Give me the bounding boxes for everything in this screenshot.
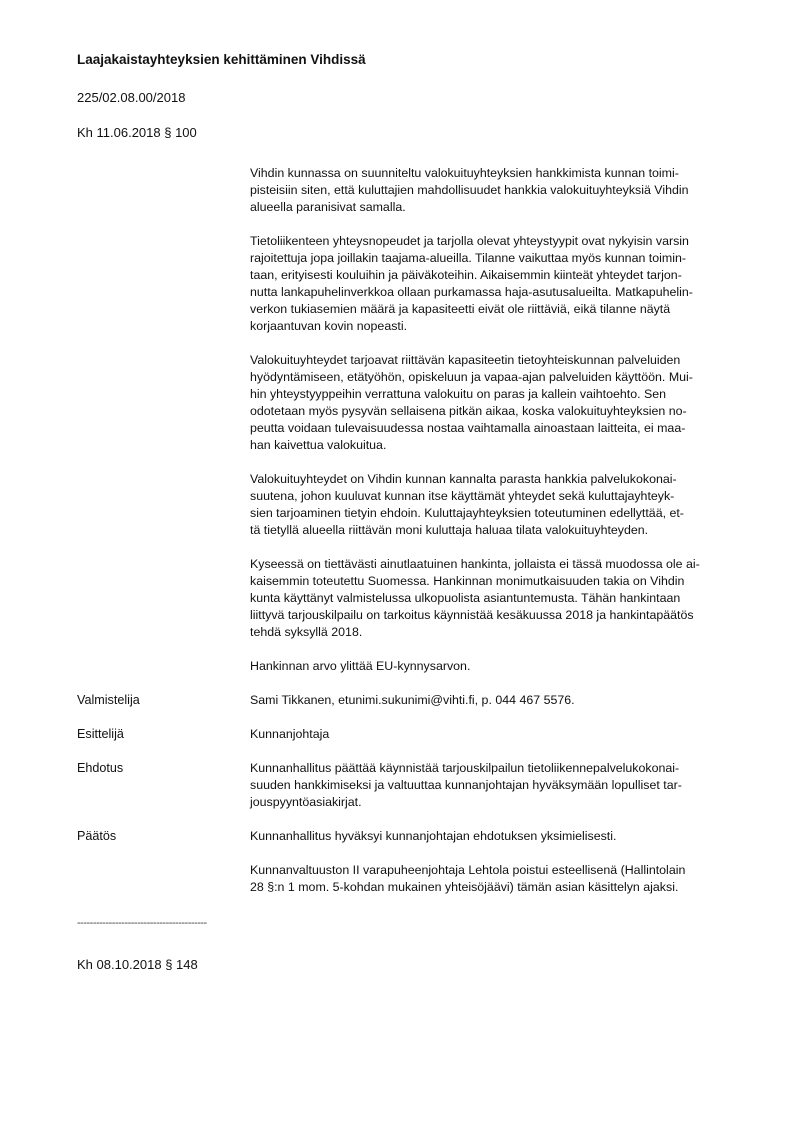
text-line: pisteisiin siten, että kuluttajien mahdollisuudet hankkia valokuituyhteyksiä Vihdin <box>250 183 689 197</box>
paragraph <box>250 352 740 454</box>
paragraph <box>250 233 740 335</box>
record-id: 225/02.08.00/2018 <box>77 90 186 105</box>
meeting-reference: Kh 11.06.2018 § 100 <box>77 125 197 140</box>
preparer-row <box>77 692 740 709</box>
text-line: korjaantuvan kovin nopeasti. <box>250 319 408 333</box>
text-line: alueella paranisivat samalla. <box>250 200 406 214</box>
text-line: Kunnanhallitus päättää käynnistää tarjouskilpailun tietoliikennepalvelukokonai- <box>250 761 680 775</box>
presenter-label: Esittelijä <box>77 727 124 741</box>
text-line: kunta käyttänyt valmistelussa ulkopuolista asiantuntemusta. Tähän hankintaan <box>250 591 681 605</box>
proposal-value <box>250 760 740 811</box>
paragraph <box>250 165 740 216</box>
text-line: Kunnanhallitus hyväksyi kunnanjohtajan ehdotuksen yksimielisesti. <box>250 829 617 843</box>
text-line: jouspyyntöasiakirjat. <box>250 795 362 809</box>
document-title: Laajakaistayhteyksien kehittäminen Vihdissä <box>77 52 366 67</box>
text-line: Valokuituyhteydet tarjoavat riittävän kapasiteetin tietoyhteiskunnan palveluiden <box>250 353 681 367</box>
text-line: tehdä syksyllä 2018. <box>250 625 363 639</box>
text-line: Kunnanjohtaja <box>250 727 330 741</box>
text-line: kaisemmin toteutettu Suomessa. Hankinnan monimutkaisuuden takia on Vihdin <box>250 574 685 588</box>
decision-row <box>77 828 740 845</box>
text-line: verkon tukiasemien määrä ja kapasiteetti eivät ole riittäviä, eikä tilanne näytä <box>250 302 671 316</box>
text-line: sien tarjoaminen tietyin ehdoin. Kuluttajayhteyksien toteutuminen edellyttää, et- <box>250 506 684 520</box>
text-line: rajoitettuja jopa joillakin taajama-alueilla. Tilanne vaikuttaa myös kunnan toimin- <box>250 251 686 265</box>
text-line: suuden hankkimiseksi ja valtuuttaa kunnanjohtajan hyväksymään lopulliset tar- <box>250 778 682 792</box>
text-line: Vihdin kunnassa on suunniteltu valokuituyhteyksien hankkimista kunnan toimi- <box>250 166 679 180</box>
text-line: han kaivettua valokuitua. <box>250 438 387 452</box>
text-line: tä tietyllä alueella riittävän moni kuluttaja haluaa tilata valokuituyhteyden. <box>250 523 649 537</box>
presenter-row <box>77 726 740 743</box>
text-line: taan, erityisesti kouluihin ja päiväkoteihin. Aikaisemmin kiinteät yhteydet tarjon- <box>250 268 682 282</box>
text-line: liittyvä tarjouskilpailu on tarkoitus käynnistää kesäkuussa 2018 ja hankintapäätös <box>250 608 694 622</box>
case-description <box>250 165 740 675</box>
text-line: Kyseessä on tiettävästi ainutlaatuinen hankinta, jollaista ei tässä muodossa ole ai- <box>250 557 700 571</box>
text-line: Hankinnan arvo ylittää EU-kynnysarvon. <box>250 659 471 673</box>
preparer-label: Valmistelija <box>77 693 140 707</box>
section-divider: ----------------------------------------- <box>77 917 207 929</box>
text-line: peutta voidaan tulevaisuudessa nostaa vaihtamalla ainoastaan laitteita, ei maa- <box>250 421 686 435</box>
next-meeting-reference: Kh 08.10.2018 § 148 <box>77 957 198 972</box>
decision-value <box>250 828 740 845</box>
text-line: hyödyntämiseen, etätyöhön, opiskeluun ja vapaa-ajan palveluiden käyttöön. Mui- <box>250 370 693 384</box>
proposal-label: Ehdotus <box>77 761 124 775</box>
text-line: Kunnanvaltuuston II varapuheenjohtaja Lehtola poistui esteellisenä (Hallintolain <box>250 863 686 877</box>
text-line: Sami Tikkanen, etunimi.sukunimi@vihti.fi, p. 044 467 5576. <box>250 693 575 707</box>
presenter-value <box>250 726 740 743</box>
text-line: odotetaan myös pysyvän sellaisena pitkän aikaa, koska valokuituyhteyksien no- <box>250 404 687 418</box>
text-line: hin yhteystyyppeihin verrattuna valokuitu on paras ja kallein vaihtoehto. Sen <box>250 387 667 401</box>
text-line: suutena, johon kuuluvat kunnan itse käyttämät yhteydet sekä kuluttajayhteyk- <box>250 489 675 503</box>
preparer-value <box>250 692 740 709</box>
decision-note <box>250 862 740 896</box>
decision-note-row <box>77 862 740 896</box>
paragraph <box>250 471 740 539</box>
text-line: 28 §:n 1 mom. 5-kohdan mukainen yhteisöjäävi) tämän asian käsittelyn ajaksi. <box>250 880 679 894</box>
paragraph <box>250 556 740 641</box>
decision-label: Päätös <box>77 829 117 843</box>
text-line: Valokuituyhteydet on Vihdin kunnan kannalta parasta hankkia palvelukokonai- <box>250 472 677 486</box>
text-line: nutta lankapuhelinverkkoa ollaan purkamassa haja-asutusalueilta. Matkapuhelin- <box>250 285 693 299</box>
text-line: Tietoliikenteen yhteysnopeudet ja tarjolla olevat yhteystyypit ovat nykyisin varsin <box>250 234 689 248</box>
proposal-row <box>77 760 740 811</box>
paragraph <box>250 658 740 675</box>
